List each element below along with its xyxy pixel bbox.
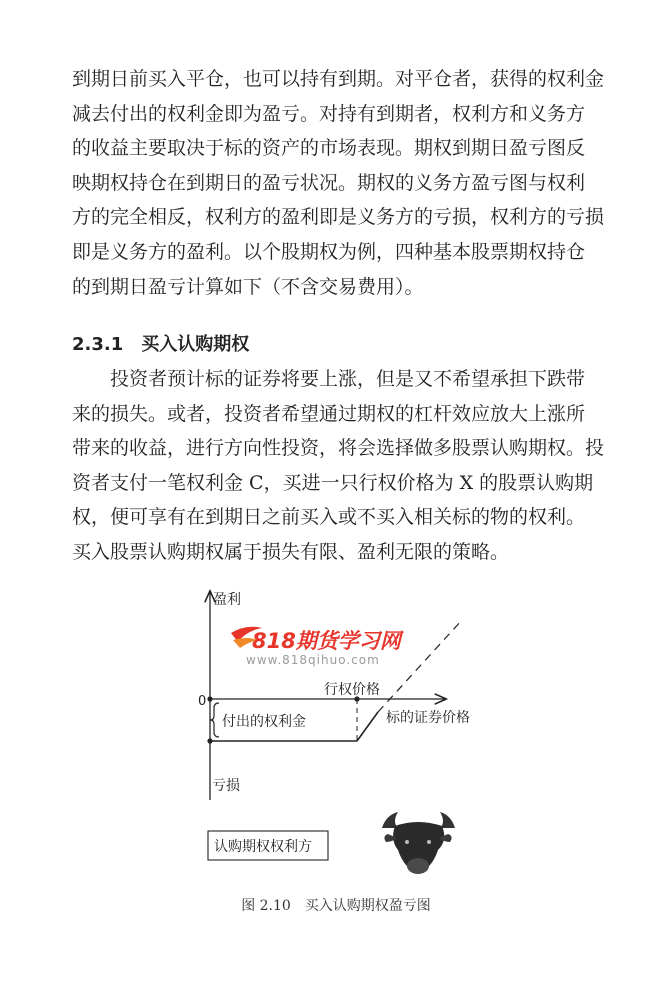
text-line: 买入股票认购期权属于损失有限、盈利无限的策略。 (72, 540, 510, 563)
watermark-title: 818期货学习网 (252, 629, 401, 653)
bull-head-icon (382, 812, 455, 874)
text-line: 权，便可享有在到期日之前买入或不买入相关标的物的权利。 (72, 506, 586, 529)
premium-label: 付出的权利金 (222, 714, 306, 730)
y-axis-bottom-label: 亏损 (212, 778, 240, 794)
watermark-url: www.818qihuo.com (246, 653, 380, 667)
text-line: 即是义务方的盈利。以个股期权为例，四种基本股票期权持仓 (72, 240, 586, 263)
text-line: 映期权持仓在到期日的盈亏状况。期权的义务方盈亏图与权利 (72, 171, 586, 194)
section-heading: 2.3.1 买入认购期权 (72, 334, 250, 355)
text-line: 带来的收益，进行方向性投资，将会选择做多股票认购期权。投 (72, 437, 605, 460)
origin-point (207, 696, 212, 701)
text-line: 减去付出的权利金即为盈亏。对持有到期者，权利方和义务方 (72, 102, 586, 125)
premium-brace (210, 703, 219, 737)
y-axis-top-label: 盈利 (213, 592, 241, 608)
zero-label: 0 (198, 694, 207, 709)
x-axis-label: 标的证券价格 (386, 710, 470, 726)
text-line: 的到期日盈亏计算如下（不含交易费用）。 (72, 275, 424, 298)
payoff-rising-line (357, 712, 378, 741)
strike-label: 行权价格 (324, 682, 380, 698)
text-line: 方的完全相反，权利方的盈利即是义务方的亏损，权利方的亏损 (72, 206, 605, 229)
premium-point (207, 738, 212, 743)
text-line: 到期日前买入平仓，也可以持有到期。对平仓者，获得的权利金 (72, 68, 605, 90)
text-line: 来的损失。或者，投资者希望通过期权的杠杆效应放大上涨所 (72, 402, 586, 425)
text-line: 资者支付一笔权利金 C，买进一只行权价格为 X 的股票认购期 (72, 471, 594, 494)
role-label: 认购期权权利方 (214, 839, 312, 855)
text-line: 投资者预计标的证券将要上涨，但是又不希望承担下跌带 (72, 368, 586, 390)
figure-caption: 图 2.10 买入认购期权盈亏图 (241, 898, 431, 914)
text-line: 的收益主要取决于标的资产的市场表现。期权到期日盈亏图反 (72, 137, 586, 160)
